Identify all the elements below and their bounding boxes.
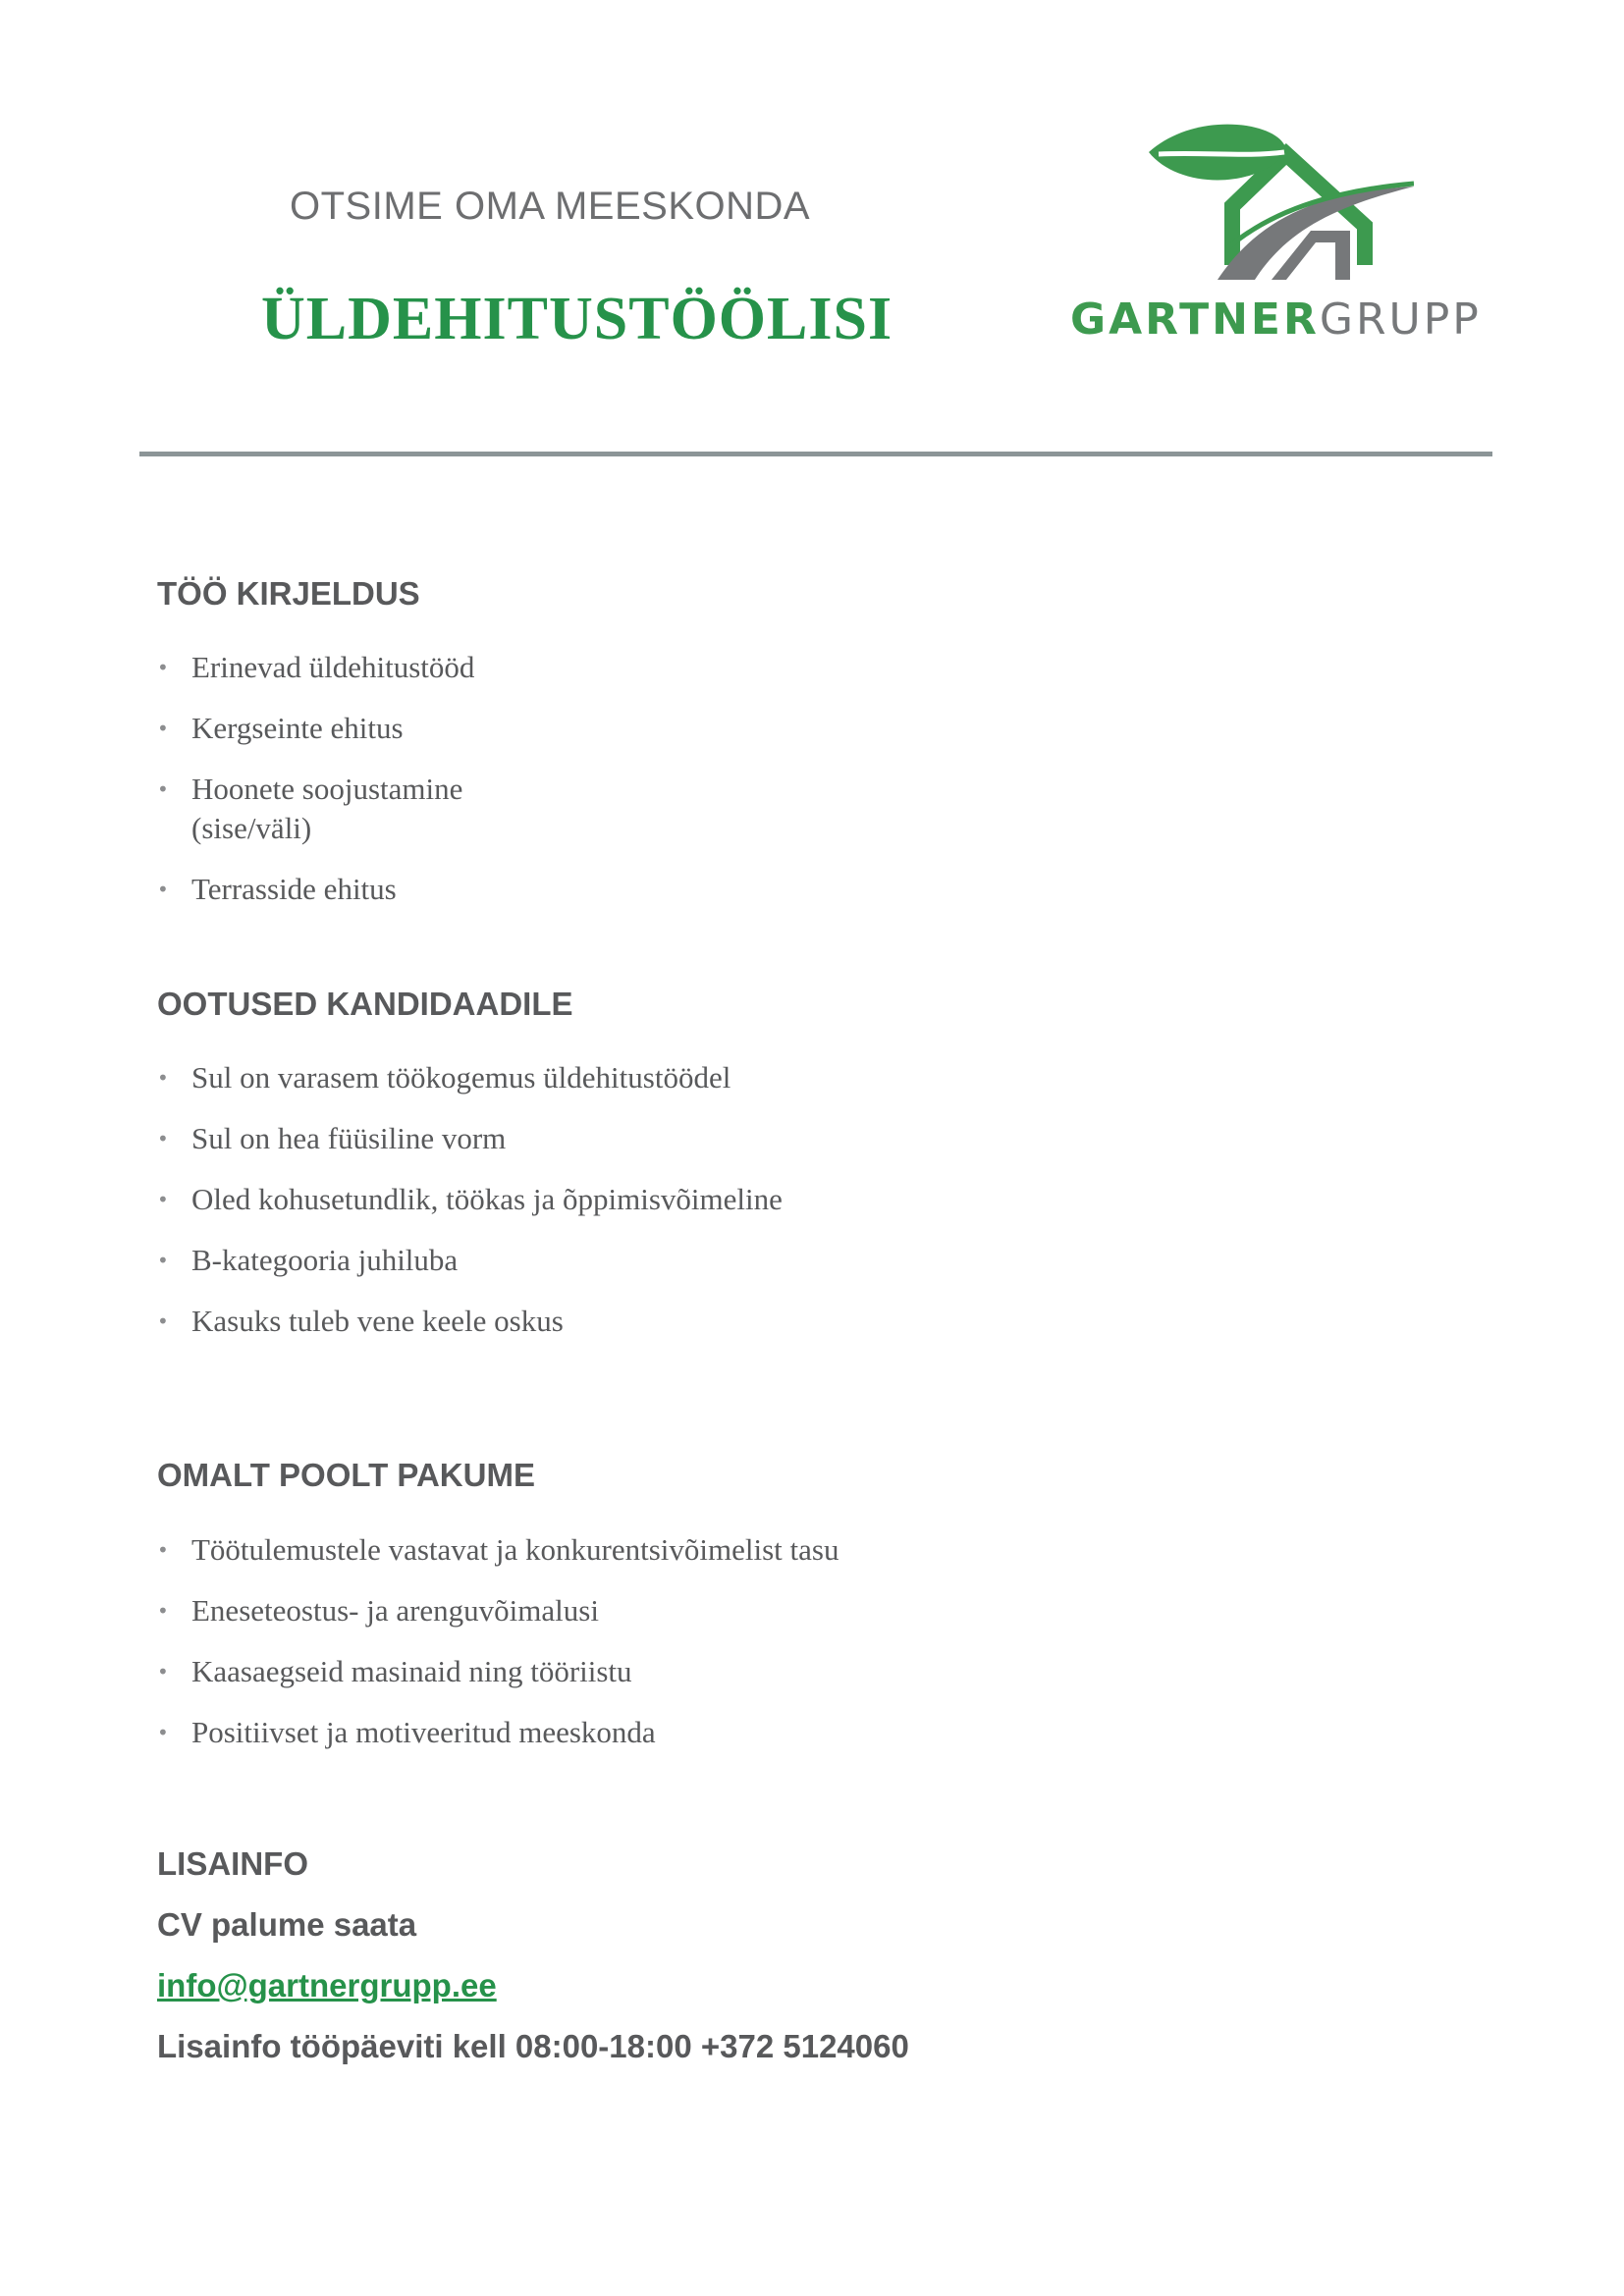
contact-hours: Lisainfo tööpäeviti kell 08:00-18:00 +372 5124060 <box>157 2028 909 2064</box>
logo-word-gray: GRUPP <box>1319 294 1482 345</box>
list-item: • Eneseteostus- ja arenguvõimalusi <box>157 1593 599 1628</box>
house-leaf-road-icon <box>1139 113 1414 280</box>
email-link[interactable]: info@gartnergrupp.ee <box>157 1967 497 2003</box>
list-item: • Töötulemustele vastavat ja konkurentsivõimelist tasu <box>157 1532 839 1567</box>
job-description-list <box>157 648 474 931</box>
logo-word-green: GARTNER <box>1070 294 1320 345</box>
section-heading-offer: OMALT POOLT PAKUME <box>157 1457 535 1493</box>
list-item: • Sul on hea füüsiline vorm <box>157 1121 507 1155</box>
list-item: • Kergseinte ehitus <box>157 711 404 745</box>
logo-wordmark <box>1070 294 1482 345</box>
list-item: • Sul on varasem töökogemus üldehitustöödel <box>157 1060 731 1095</box>
list-item: • Kaasaegseid masinaid ning tööriistu <box>157 1654 632 1688</box>
list-item: • B-kategooria juhiluba <box>157 1243 459 1277</box>
header-kicker: OTSIME OMA MEESKONDA <box>290 185 811 228</box>
header-divider <box>139 452 1492 456</box>
section-heading-expectations: OOTUSED KANDIDAADILE <box>157 986 573 1022</box>
expectations-list <box>157 1058 783 1362</box>
contact-heading: LISAINFO <box>157 1845 308 1882</box>
list-item: • Oled kohusetundlik, töökas ja õppimisvõimeline <box>157 1182 783 1216</box>
offer-list <box>157 1530 839 1774</box>
list-item: • Terrasside ehitus <box>157 872 397 906</box>
list-item: • Hoonete soojustamine (sise/väli) <box>157 772 463 845</box>
section-heading-job-description: TÖÖ KIRJELDUS <box>157 575 420 612</box>
list-item: • Erinevad üldehitustööd <box>157 650 475 684</box>
cv-instruction: CV palume saata <box>157 1906 417 1943</box>
page-title: ÜLDEHITUSTÖÖLISI <box>261 286 893 352</box>
list-item: • Positiivset ja motiveeritud meeskonda <box>157 1715 656 1749</box>
list-item: • Kasuks tuleb vene keele oskus <box>157 1304 564 1338</box>
